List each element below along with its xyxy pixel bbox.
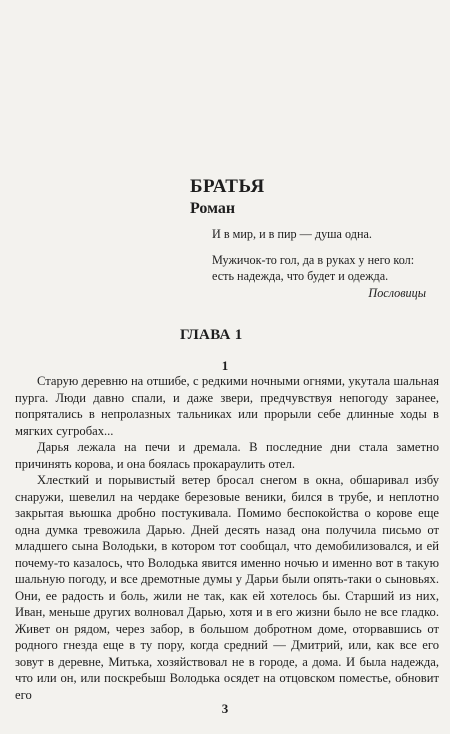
paragraph: Хлесткий и порывистый ветер бросал снегом в окна, обшаривал избу снаружи, шевелил на чердаке березовые веники, бился в трубе, и неплотно закрытая вьюшка дробно постукивала. Помимо беспокойства о корове еще одна думка тревожила Дарью. Дней десять назад она получила письмо от младшего сына Володьки, в котором тот сообщал, что демобилизовался, и ей почему-то казалось, что Володька явится именно ночью и именно вот в такую шальную погоду, и все дремотные думы у Дарьи были опять-таки о сыновьях. Они, ее радость и боль, жили не так, как ей хотелось бы. Старший из них, Иван, меньше других волновал Дарью, хотя и в его жизни было не все гладко. Живет он рядом, через забор, в большом добротном доме, оторвавшись от родного гнезда еще в ту пору, когда средний — Дмитрий, или, как все его зовут в деревне, Митька, хозяйствовал не в городе, а дома. И была надежда, что или он, или поскребыш Володька осядет на отцовском поместье, обновит его (15, 473, 439, 702)
epigraph-source: Пословицы (368, 286, 426, 300)
epigraph-line-2b: есть надежда, что будет и одежда. (212, 269, 389, 283)
chapter-heading: ГЛАВА 1 (180, 327, 243, 343)
page-number: 3 (221, 701, 229, 716)
body-text (15, 373, 439, 703)
section-number: 1 (221, 358, 229, 373)
epigraph-line-2a: Мужичок-то гол, да в руках у него кол: (212, 253, 415, 267)
book-subtitle: Роман (190, 200, 236, 217)
book-title: БРАТЬЯ (190, 176, 265, 197)
paragraph: Дарья лежала на печи и дремала. В последние дни стала заметно причинять корова, и она боялась прокараулить отел. (15, 440, 439, 471)
epigraph-block-2 (212, 252, 432, 284)
paragraph: Старую деревню на отшибе, с редкими ночными огнями, укутала шальная пурга. Люди давно спали, и даже звери, предчувствуя непогоду заранее, попрятались в непролазных тальниках или прорыли себе длинные ходы в мягких сугробах... (15, 374, 439, 438)
epigraph-line-1: И в мир, и в пир — душа одна. (212, 227, 372, 241)
